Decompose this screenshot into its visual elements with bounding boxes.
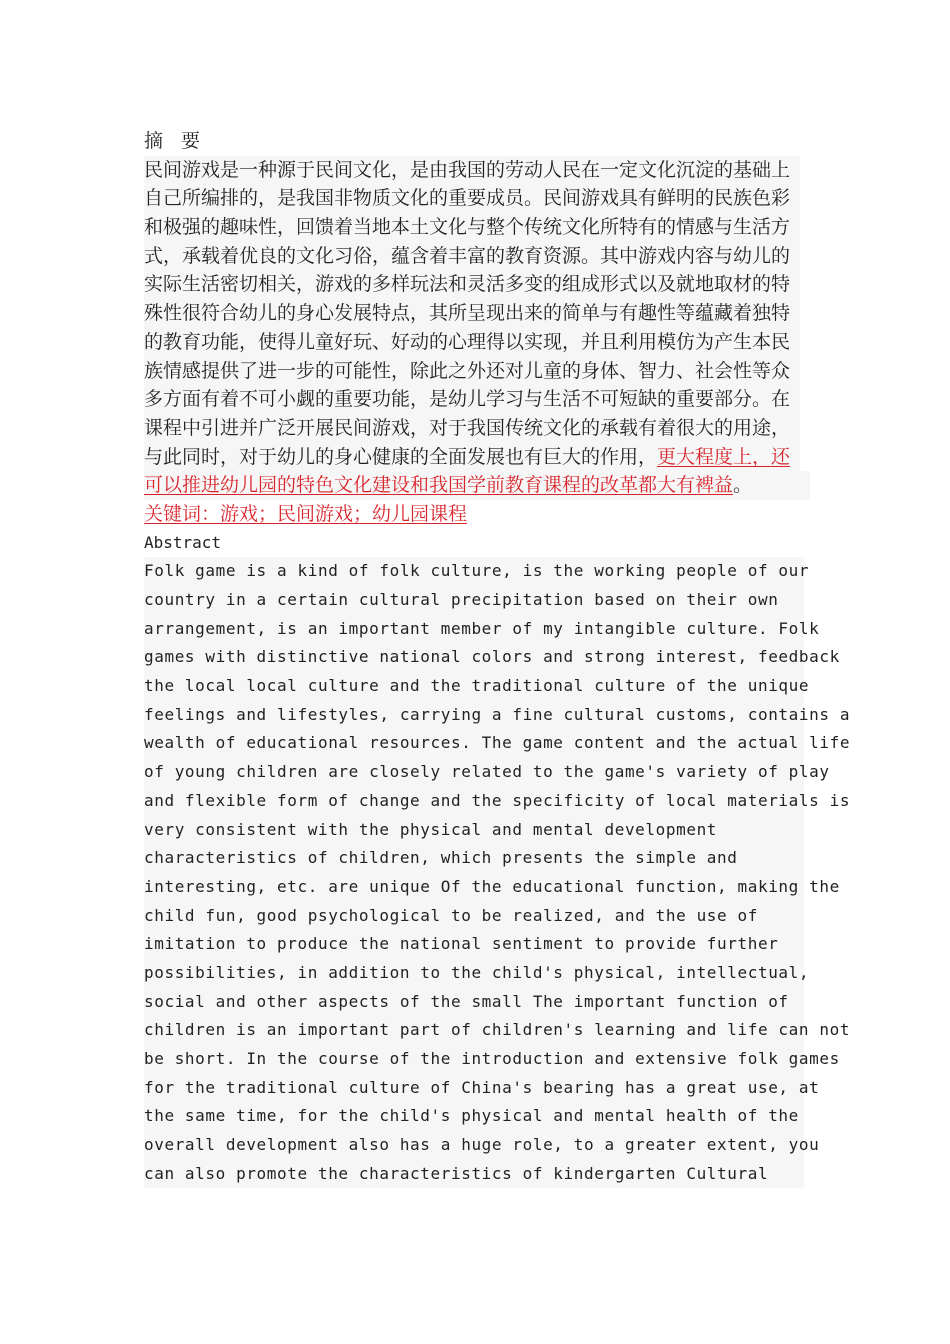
abstract-cn-line: 自己所编排的，是我国非物质文化的重要成员。民间游戏具有鲜明的民族色彩 (144, 184, 800, 213)
abstract-en-line: Folk game is a kind of folk culture, is the working people of our (144, 557, 804, 586)
abstract-cn-line: 多方面有着不可小觑的重要功能，是幼儿学习与生活不可短缺的重要部分。在 (144, 385, 800, 414)
abstract-cn-line: 殊性很符合幼儿的身心发展特点，其所呈现出来的简单与有趣性等蕴藏着独特 (144, 299, 800, 328)
abstract-cn-line (144, 443, 800, 472)
abstract-en-line: social and other aspects of the small The important function of (144, 988, 804, 1017)
abstract-en-line: possibilities, in addition to the child's physical, intellectual, (144, 959, 804, 988)
abstract-en-line: country in a certain cultural precipitation based on their own (144, 586, 804, 615)
highlighted-link-text[interactable]: 可以推进幼儿园的特色文化建设和我国学前教育课程的改革都大有裨益 (144, 474, 734, 497)
abstract-en-line: arrangement, is an important member of my intangible culture. Folk (144, 615, 804, 644)
abstract-cn-line: 民间游戏是一种源于民间文化，是由我国的劳动人民在一定文化沉淀的基础上 (144, 156, 800, 185)
abstract-en-line: imitation to produce the national sentiment to provide further (144, 930, 804, 959)
abstract-en-body (144, 557, 851, 1188)
abstract-en-line: of young children are closely related to the game's variety of play (144, 758, 804, 787)
abstract-en-line: wealth of educational resources. The game content and the actual life (144, 729, 804, 758)
abstract-en-line: games with distinctive national colors and strong interest, feedback (144, 643, 804, 672)
highlighted-link-text[interactable]: 更大程度上，还 (657, 445, 791, 468)
abstract-en-line: be short. In the course of the introduction and extensive folk games (144, 1045, 804, 1074)
abstract-en-line: and flexible form of change and the specificity of local materials is (144, 787, 804, 816)
abstract-en-line: very consistent with the physical and mental development (144, 816, 804, 845)
abstract-cn-line: 实际生活密切相关，游戏的多样玩法和灵活多变的组成形式以及就地取材的特 (144, 270, 800, 299)
abstract-en-line: characteristics of children, which presents the simple and (144, 844, 804, 873)
abstract-en-line: interesting, etc. are unique Of the educational function, making the (144, 873, 804, 902)
abstract-cn-body (144, 156, 810, 500)
abstract-cn-line: 的教育功能，使得儿童好玩、好动的心理得以实现，并且利用模仿为产生本民 (144, 328, 800, 357)
keywords-line[interactable]: 关键词：游戏；民间游戏；幼儿园课程 (144, 502, 468, 525)
abstract-cn-line: 和极强的趣味性，回馈着当地本土文化与整个传统文化所特有的情感与生活方 (144, 213, 800, 242)
abstract-en-line: for the traditional culture of China's bearing has a great use, at (144, 1074, 804, 1103)
abstract-cn-text: 与此同时，对于幼儿的身心健康的全面发展也有巨大的作用， (144, 445, 658, 468)
abstract-cn-text: 。 (733, 474, 753, 497)
abstract-cn-line: 课程中引进并广泛开展民间游戏，对于我国传统文化的承载有着很大的用途， (144, 414, 800, 443)
document-page (144, 127, 851, 1188)
abstract-cn-heading: 摘 要 (144, 130, 207, 152)
abstract-en-line: the local local culture and the traditional culture of the unique (144, 672, 804, 701)
abstract-cn-line (144, 471, 810, 500)
abstract-en-line: child fun, good psychological to be realized, and the use of (144, 902, 804, 931)
abstract-cn-line: 式，承载着优良的文化习俗，蕴含着丰富的教育资源。其中游戏内容与幼儿的 (144, 242, 800, 271)
abstract-en-line: can also promote the characteristics of kindergarten Cultural (144, 1160, 804, 1189)
abstract-en-line: the same time, for the child's physical and mental health of the (144, 1102, 804, 1131)
abstract-en-line: feelings and lifestyles, carrying a fine cultural customs, contains a (144, 701, 804, 730)
abstract-en-line: overall development also has a huge role, to a greater extent, you (144, 1131, 804, 1160)
abstract-en-heading: Abstract (144, 532, 222, 552)
abstract-en-line: children is an important part of children's learning and life can not (144, 1016, 804, 1045)
abstract-cn-line: 族情感提供了进一步的可能性，除此之外还对儿童的身体、智力、社会性等众 (144, 357, 800, 386)
